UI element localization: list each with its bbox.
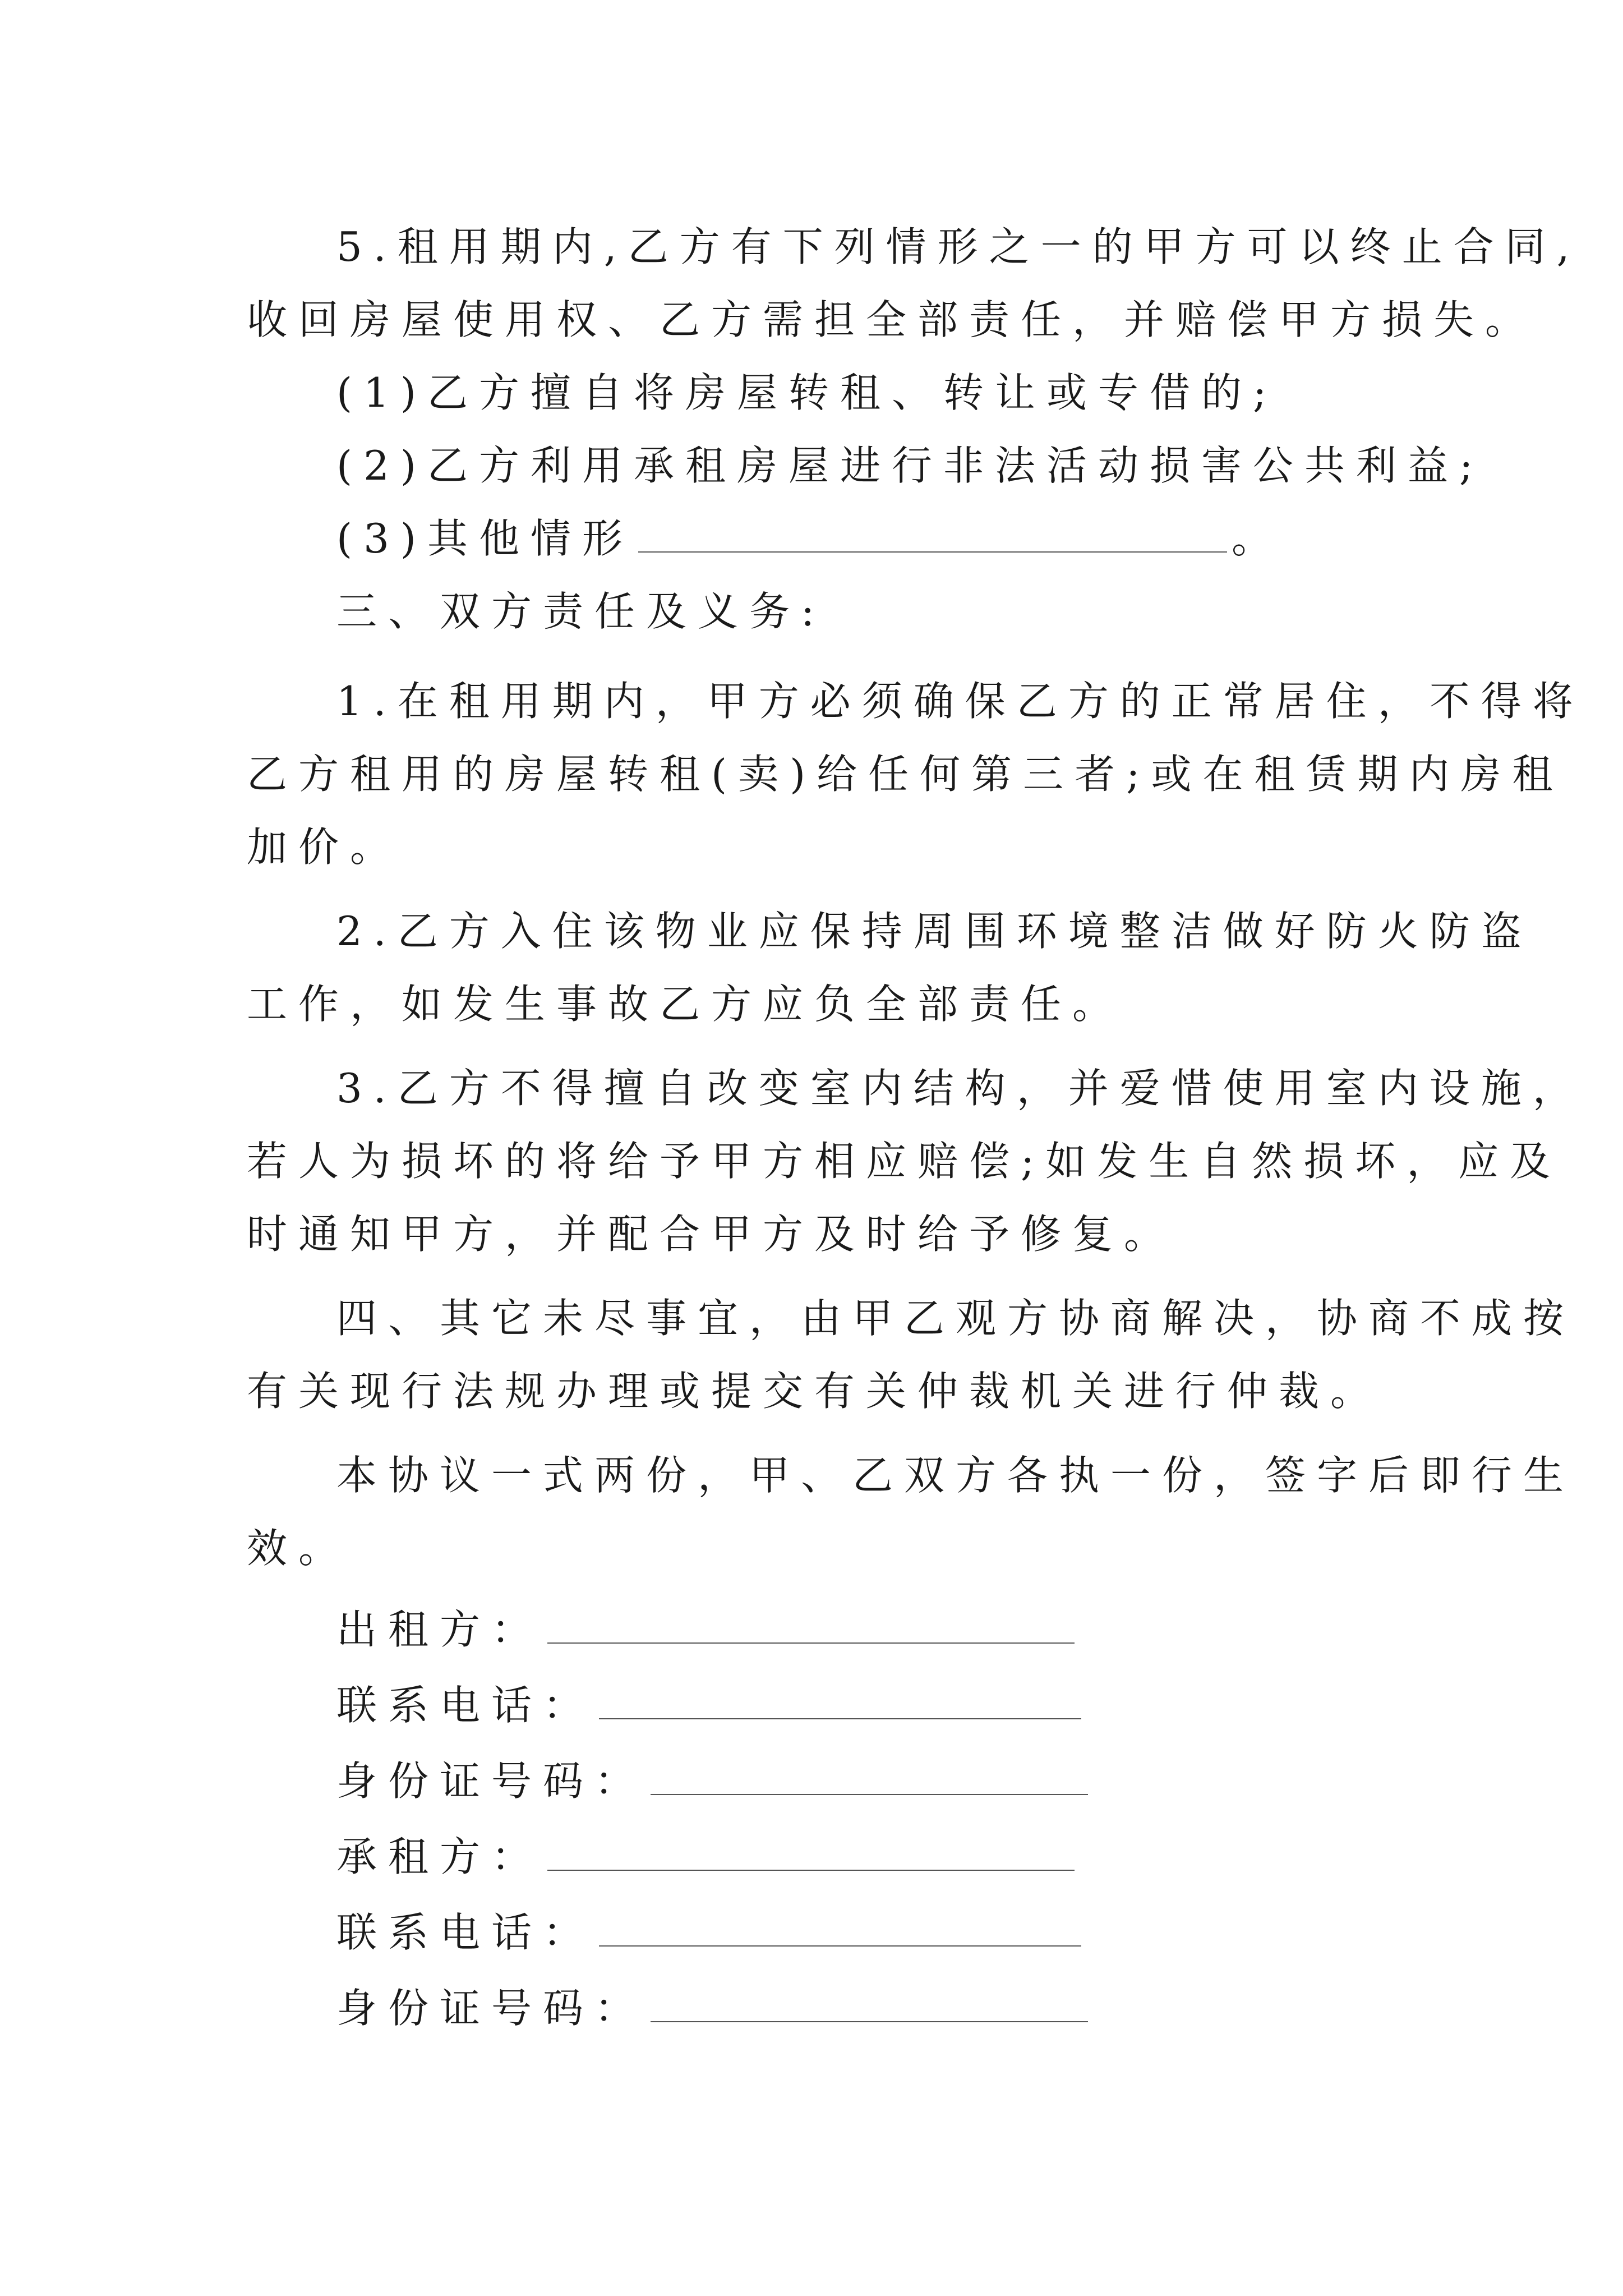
final-clause-line-1: 本协议一式两份，甲、乙双方各执一份，签字后即行生	[336, 1452, 1575, 1499]
lessee-id-label: 身份证号码：	[336, 1985, 647, 2032]
clause-5-line-2: 收回房屋使用权、乙方需担全部责任，并赔偿甲方损失。	[247, 296, 1537, 343]
lessor-id-label: 身份证号码：	[336, 1757, 647, 1805]
lessee-phone-blank-line	[599, 1906, 1081, 1947]
responsibility-3-line-3: 时通知甲方，并配合甲方及时给予修复。	[247, 1211, 1176, 1258]
clause-5-line-1: 5.租用期内,乙方有下列情形之一的甲方可以终止合同,	[336, 223, 1581, 270]
lessor-phone-row	[336, 1677, 1086, 1733]
section-4-line-1: 四、其它未尽事宜，由甲乙观方协商解决，协商不成按	[336, 1295, 1575, 1342]
lessee-id-row	[336, 1980, 1092, 2036]
item-3-end: 。	[1232, 515, 1284, 562]
clause-5-item-3	[336, 510, 1283, 567]
responsibility-3-line-1: 3.乙方不得擅自改变室内结构，并爱惜使用室内设施，	[336, 1065, 1584, 1112]
section-3-title: 三、双方责任及义务:	[336, 588, 826, 635]
lessee-phone-label: 联系电话：	[336, 1909, 595, 1956]
lessee-row	[336, 1829, 1079, 1885]
responsibility-1-line-2: 乙方租用的房屋转租(卖)给任何第三者;或在租赁期内房租	[247, 751, 1564, 798]
lessee-label: 承租方：	[336, 1833, 543, 1880]
lessee-id-blank-line	[651, 1982, 1088, 2022]
lessor-label: 出租方：	[336, 1606, 543, 1653]
section-4-line-2: 有关现行法规办理或提交有关仲裁机关进行仲裁。	[247, 1368, 1382, 1415]
lessor-phone-blank-line	[599, 1679, 1081, 1719]
lessee-phone-row	[336, 1904, 1086, 1961]
lessee-blank-line	[547, 1830, 1075, 1871]
final-clause-line-2: 效。	[247, 1525, 351, 1572]
responsibility-3-line-2: 若人为损坏的将给予甲方相应赔偿;如发生自然损坏，应及	[247, 1138, 1562, 1185]
lessor-phone-label: 联系电话：	[336, 1682, 595, 1729]
lessor-blank-line	[547, 1603, 1075, 1644]
item-3-label: (3)其他情形	[336, 515, 634, 562]
clause-5-item-1: (1)乙方擅自将房屋转租、转让或专借的;	[336, 369, 1278, 416]
lessor-row	[336, 1602, 1079, 1658]
item-3-blank-line	[638, 512, 1227, 553]
responsibility-1-line-1: 1.在租用期内，甲方必须确保乙方的正常居住，不得将	[336, 678, 1584, 725]
clause-5-item-2: (2)乙方利用承租房屋进行非法活动损害公共利益;	[336, 442, 1484, 489]
responsibility-2-line-1: 2.乙方入住该物业应保持周围环境整洁做好防火防盗	[336, 908, 1533, 955]
lessor-id-blank-line	[651, 1755, 1088, 1795]
responsibility-2-line-2: 工作，如发生事故乙方应负全部责任。	[247, 981, 1124, 1028]
lessor-id-row	[336, 1753, 1092, 1809]
responsibility-1-line-3: 加价。	[247, 823, 402, 871]
